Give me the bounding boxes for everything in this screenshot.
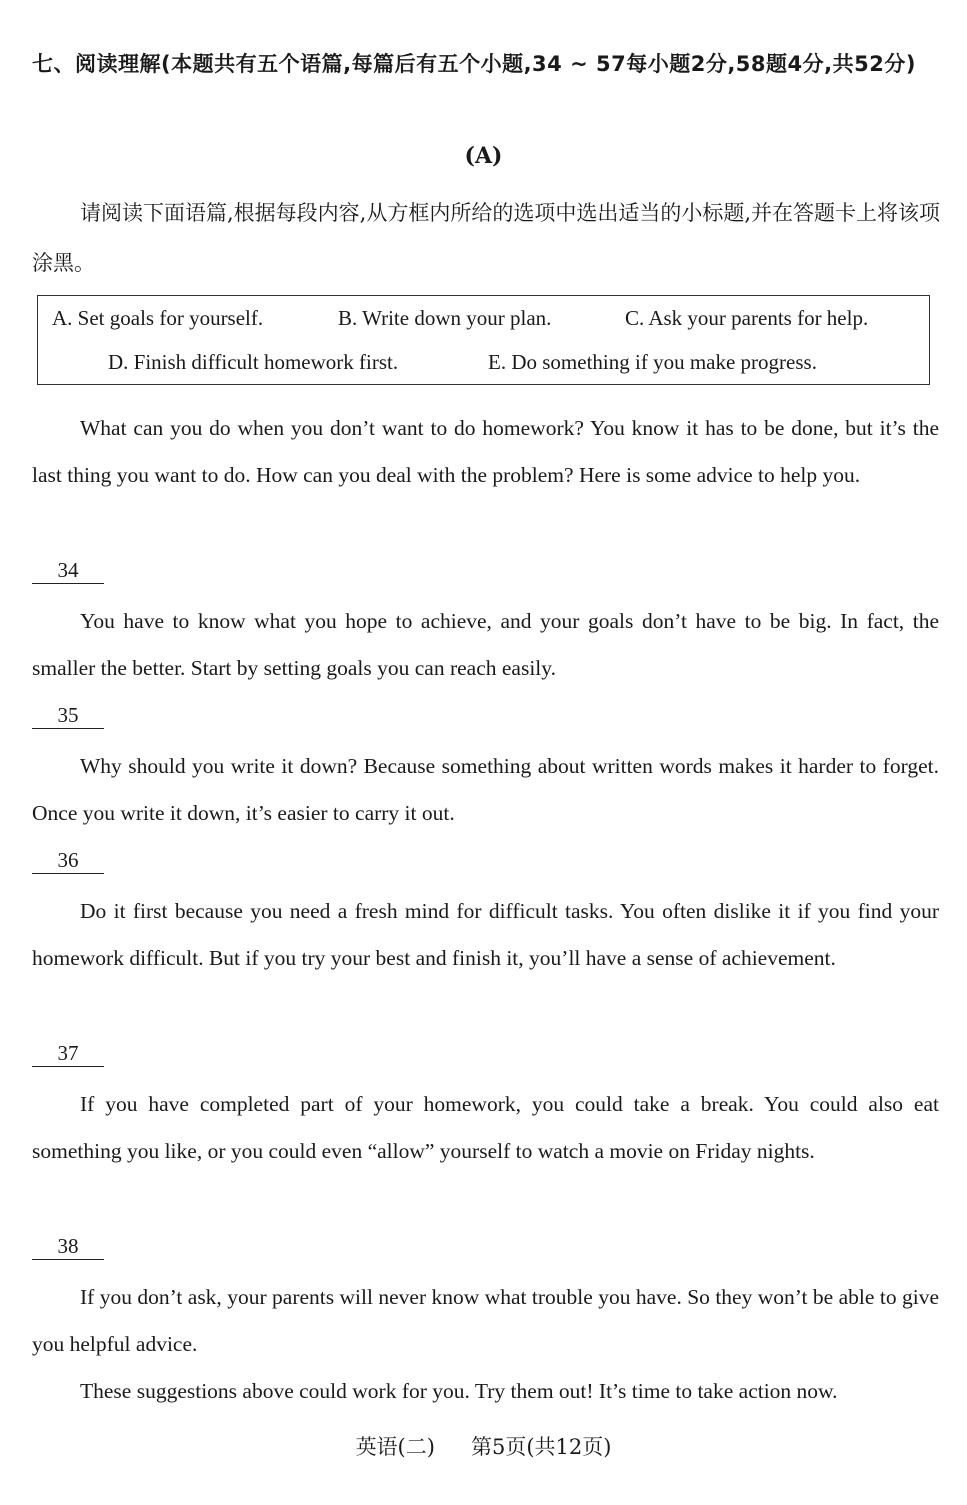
answer-blank-36: 36	[32, 847, 104, 874]
paragraph-34: You have to know what you hope to achieve, and your goals don’t have to be big. In fact, the smaller the better. Start by setting goals you can reach easily.	[32, 609, 939, 680]
option-d: D. Finish difficult homework first.	[108, 350, 399, 374]
page-footer	[0, 1430, 967, 1464]
answer-blank-37: 37	[32, 1040, 104, 1067]
section-title: 七、阅读理解(本题共有五个语篇,每篇后有五个小题,34 ~ 57每小题2分,58题4分,共52分)	[32, 52, 916, 76]
option-e: E. Do something if you make progress.	[488, 350, 817, 374]
passage-conclusion: These suggestions above could work for you. Try them out! It’s time to take action now.	[80, 1379, 838, 1403]
option-a: A. Set goals for yourself.	[52, 306, 264, 330]
footer-subject: 英语(二)	[355, 1435, 435, 1459]
answer-blank-34: 34	[32, 557, 104, 584]
answer-blank-38: 38	[32, 1233, 104, 1260]
paragraph-35: Why should you write it down? Because something about written words makes it harder to forget. Once you write it down, it’s easier to carry it out.	[32, 754, 939, 825]
footer-page-number: 第5页(共12页)	[470, 1435, 612, 1459]
option-c: C. Ask your parents for help.	[625, 306, 869, 330]
passage-intro: What can you do when you don’t want to do homework? You know it has to be done, but it’s the last thing you want to do. How can you deal with the problem? Here is some advice to help you.	[32, 416, 939, 487]
options-box	[37, 295, 930, 385]
option-b: B. Write down your plan.	[338, 306, 552, 330]
paragraph-37: If you have completed part of your homework, you could take a break. You could also eat something you like, or you could even “allow” yourself to watch a movie on Friday nights.	[32, 1092, 939, 1163]
instruction-text: 请阅读下面语篇,根据每段内容,从方框内所给的选项中选出适当的小标题,并在答题卡上将该项涂黑。	[32, 201, 941, 275]
answer-blank-35: 35	[32, 702, 104, 729]
part-label: (A)	[464, 143, 503, 169]
paragraph-38: If you don’t ask, your parents will never know what trouble you have. So they won’t be able to give you helpful advice.	[32, 1285, 939, 1356]
paragraph-36: Do it first because you need a fresh mind for difficult tasks. You often dislike it if you find your homework difficult. But if you try your best and finish it, you’ll have a sense of achievement.	[32, 899, 939, 970]
